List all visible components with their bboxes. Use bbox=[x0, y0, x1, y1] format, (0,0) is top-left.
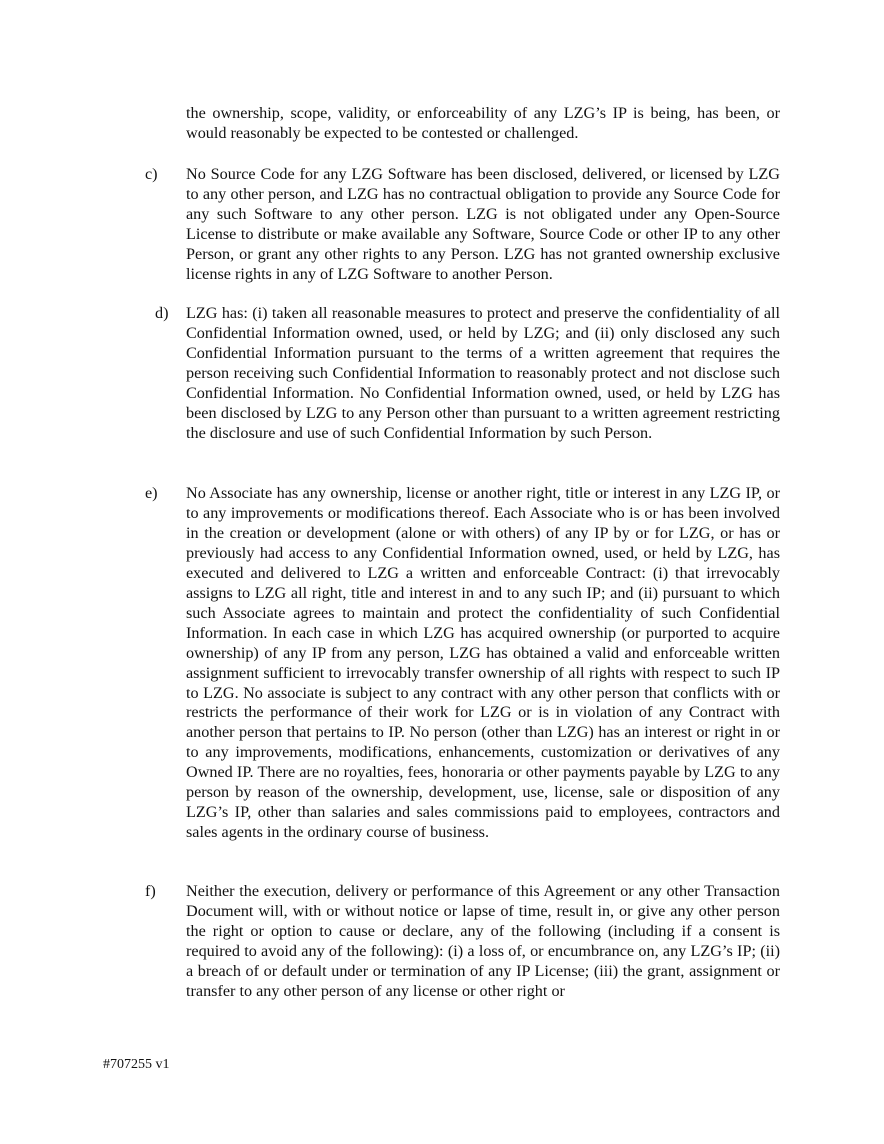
item-text-f: Neither the execution, delivery or performance of this Agreement or any other Transaction Document will, with or without notice or lapse of time, result in, or give any other person the right or option to cause or declare, any of the following (including if a consent is required to avoid any of the following): (i) a loss of, or encumbrance on, any LZG’s IP; (ii) a breach of or default under or termination of any IP License; (iii) the grant, assignment or transfer to any other person of any license or other right or bbox=[186, 882, 780, 1000]
item-text-d: LZG has: (i) taken all reasonable measures to protect and preserve the confidentiality of all Confidential Information owned, used, or held by LZG; and (ii) only disclosed any such Confidential Information pursuant to the terms of a written agreement that requires the person receiving such Confidential Information to reasonably protect and not disclose such Confidential Information. No Confidential Information owned, used, or held by LZG has been disclosed by LZG to any Person other than pursuant to a written agreement restricting the disclosure and use of such Confidential Information by such Person. bbox=[186, 304, 780, 442]
item-text-e: No Associate has any ownership, license or another right, title or interest in any LZG IP, or to any improvements or modifications thereof. Each Associate who is or has been involved in the creation or development (alone or with others) of any IP by or for LZG, or has or previously had access to any Confidential Information owned, used, or held by LZG, has executed and delivered to LZG a written and enforceable Contract: (i) that irrevocably assigns to LZG all right, title and interest in and to any such IP; and (ii) pursuant to which such Associate agrees to maintain and protect the confidentiality of such Confidential Information. In each case in which LZG has acquired ownership (or purported to acquire ownership) of any IP from any person, LZG has obtained a valid and enforceable written assignment sufficient to irrevocably transfer ownership of all rights with respect to such IP to LZG. No associate is subject to any contract with any other person that conflicts with or restricts the performance of their work for LZG or is in violation of any Contract with another person that pertains to IP. No person (other than LZG) has an interest or right in or to any improvements, modifications, enhancements, customization or derivatives of any Owned IP. There are no royalties, fees, honoraria or other payments payable by LZG to any person by reason of the ownership, development, use, license, sale or disposition of any LZG’s IP, other than salaries and sales commissions paid to employees, contractors and sales agents in the ordinary course of business. bbox=[186, 484, 780, 842]
item-label-d: d) bbox=[155, 304, 169, 322]
item-label-f: f) bbox=[145, 882, 156, 900]
continuation-paragraph: the ownership, scope, validity, or enforceability of any LZG’s IP is being, has been, or would reasonably be expected to be contested or challenged. bbox=[186, 104, 780, 142]
item-label-e: e) bbox=[145, 484, 158, 502]
item-text-c: No Source Code for any LZG Software has been disclosed, delivered, or licensed by LZG to any other person, and LZG has no contractual obligation to provide any Source Code for any such Software to any other person. LZG is not obligated under any Open-Source License to distribute or make available any Software, Source Code or other IP to any other Person, or grant any other rights to any Person. LZG has not granted ownership exclusive license rights in any of LZG Software to another Person. bbox=[186, 165, 780, 283]
item-label-c: c) bbox=[145, 165, 158, 183]
document-footer-id: #707255 v1 bbox=[103, 1057, 170, 1072]
